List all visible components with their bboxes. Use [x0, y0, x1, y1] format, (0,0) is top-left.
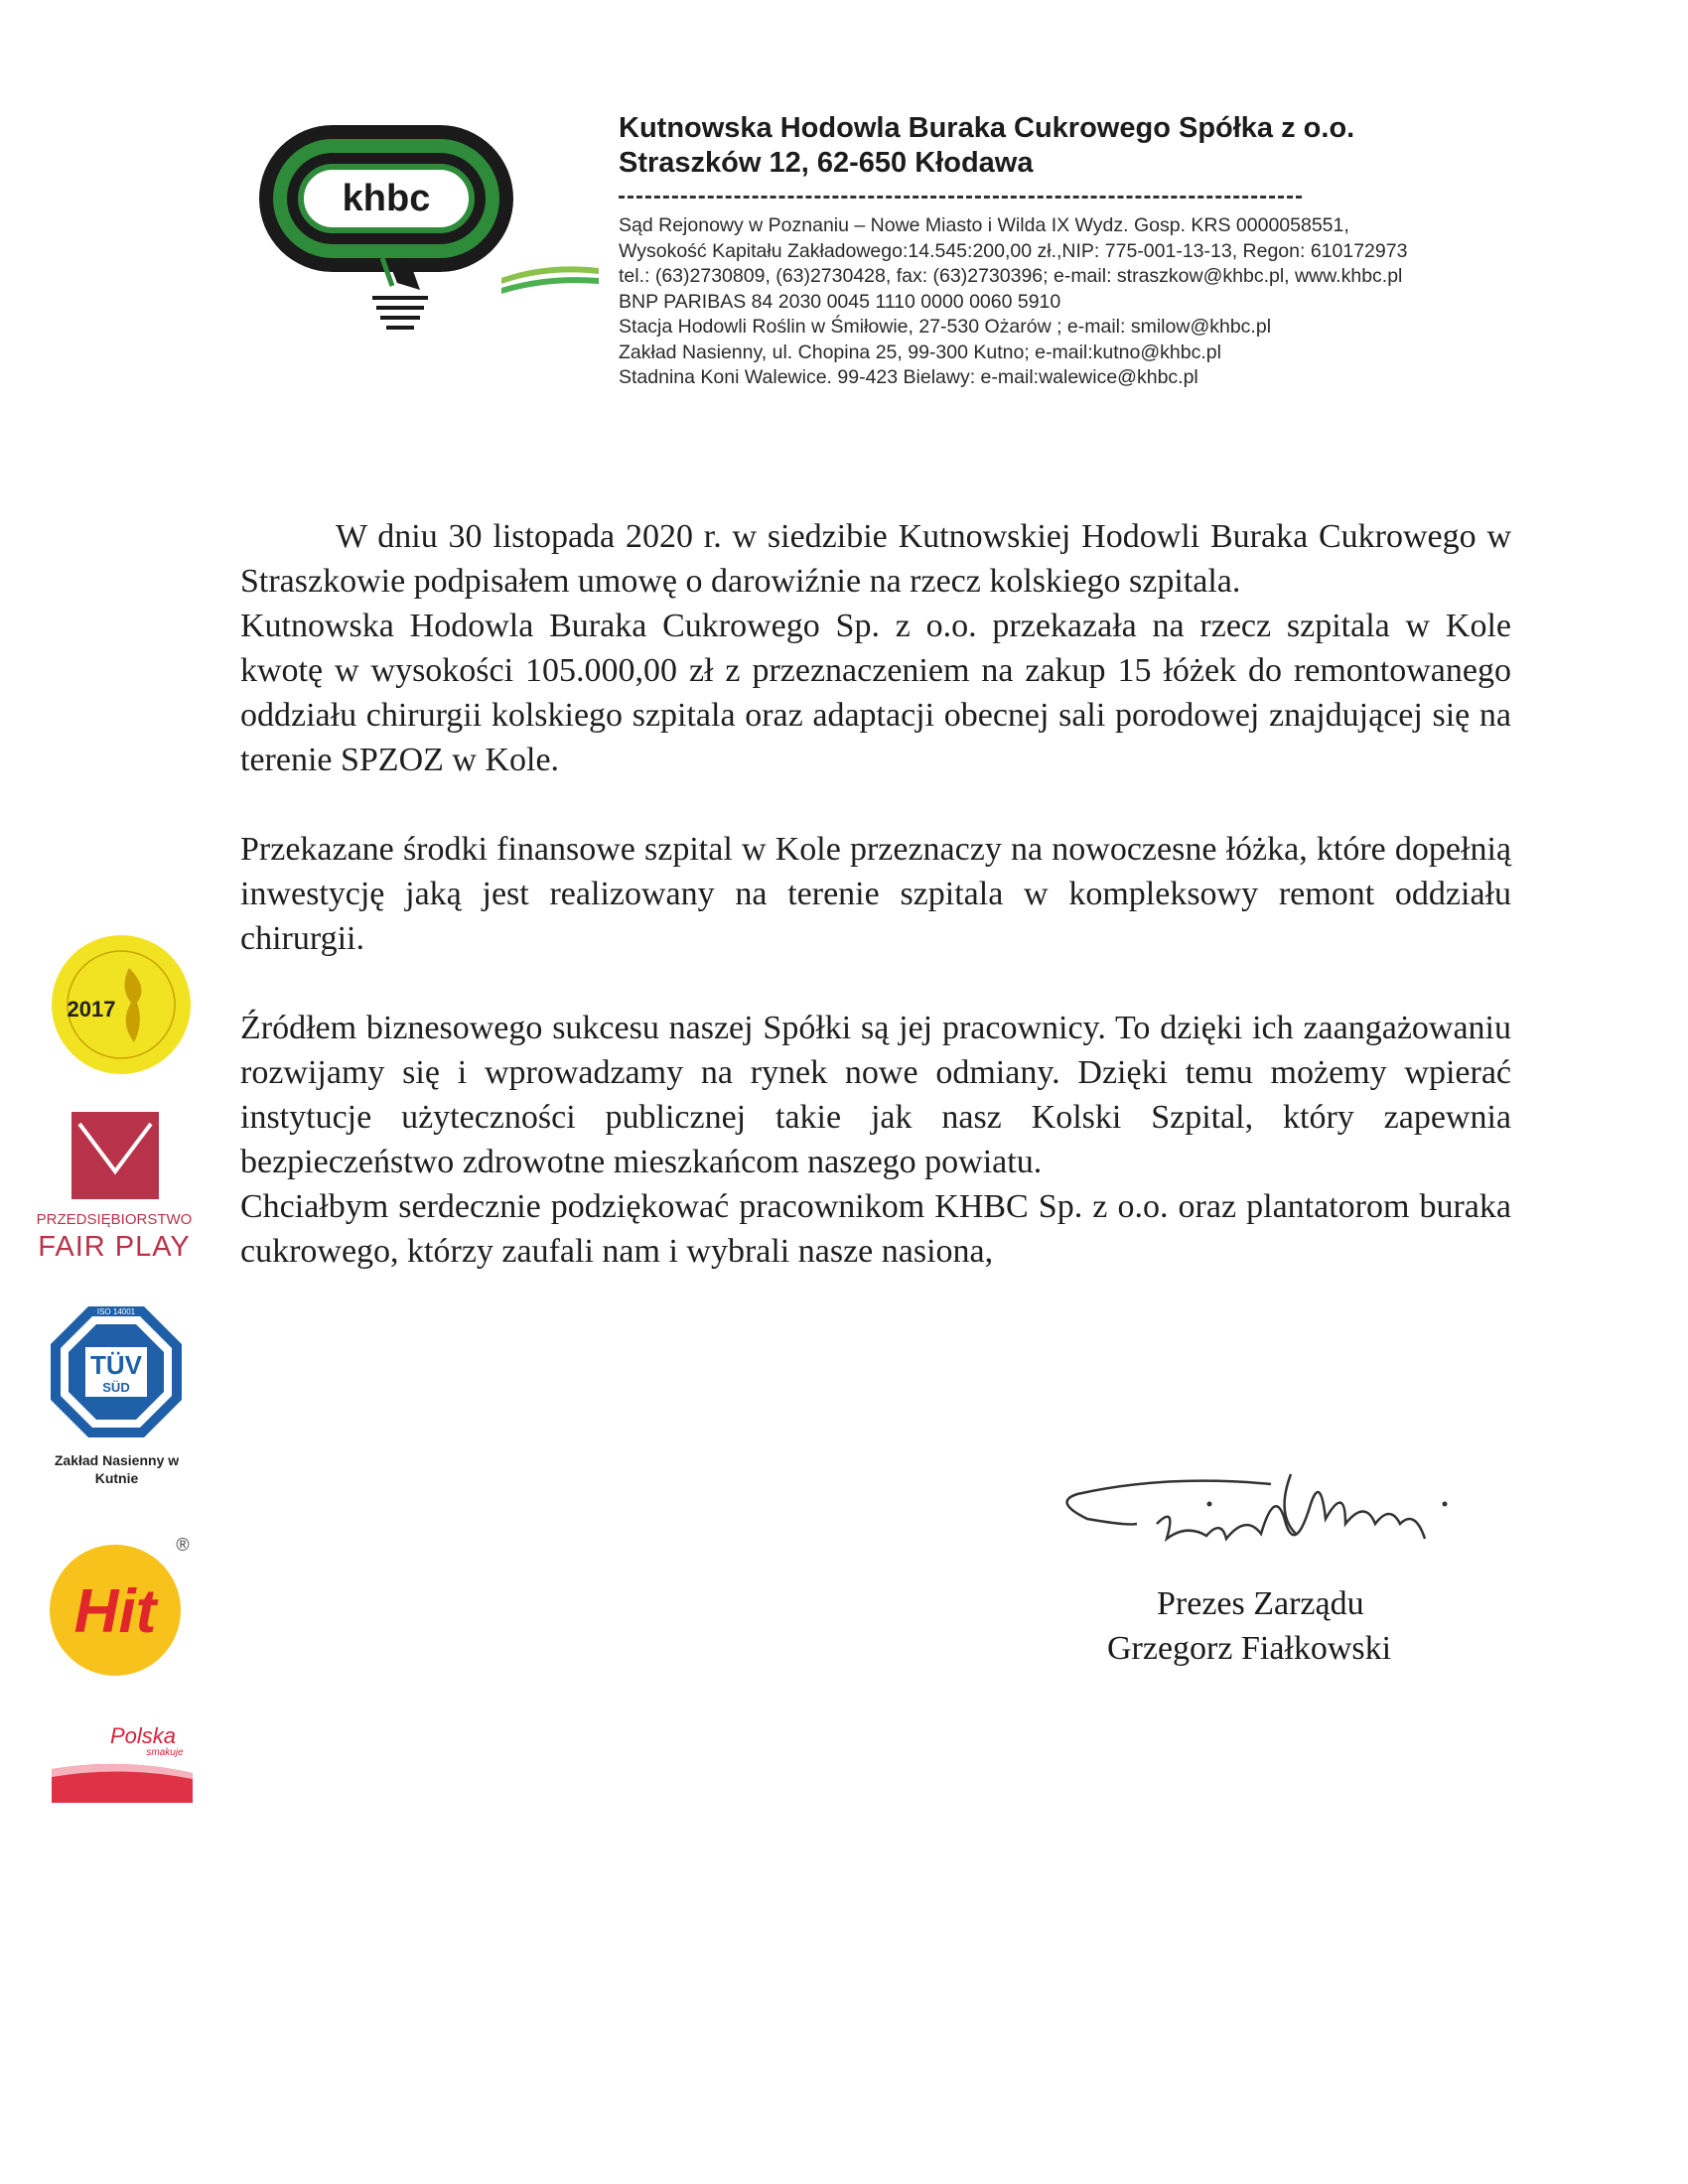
letter-paragraph: Przekazane środki finansowe szpital w Kole przeznaczy na nowoczesne łóżka, które dopełnią inwestycję jaką jest realizowany na terenie szpitala w kompleksowy remont oddziału chirurgii. [240, 831, 1511, 957]
details-line: BNP PARIBAS 84 2030 0045 1110 0000 0060 5910 [619, 290, 1061, 313]
letter-paragraph: Kutnowska Hodowla Buraka Cukrowego Sp. z o.o. przekazała na rzecz szpitala w Kole kwotę w wysokości 105.000,00 zł z przeznaczeniem na zakup 15 łóżek do remontowanego oddziału chirurgii kolskiego szpitala oraz adaptacji obecnej sali porodowej znajdującej się na terenie SPZOZ w Kole. [240, 608, 1511, 778]
details-line: Zakład Nasienny, ul. Chopina 25, 99-300 Kutno; e-mail:kutno@khbc.pl [619, 341, 1221, 363]
details-line: Sąd Rejonowy w Poznaniu – Nowe Miasto i Wilda IX Wydz. Gosp. KRS 0000058551, [619, 214, 1349, 236]
fairplay-title: FAIR PLAY [38, 1231, 191, 1263]
signatory-title: Prezes Zarządu [1157, 1585, 1364, 1622]
svg-text:Hit: Hit [73, 1577, 157, 1646]
signatory-name: Grzegorz Fiałkowski [1107, 1630, 1392, 1667]
hit-logo [48, 1529, 197, 1678]
svg-text:SÜD: SÜD [102, 1380, 130, 1395]
svg-text:TÜV: TÜV [90, 1350, 142, 1380]
handwritten-signature [1048, 1464, 1544, 1593]
polska-smakuje-logo [48, 1717, 197, 1807]
details-line: Wysokość Kapitału Zakładowego:14.545:200,00 zł.,NIP: 775-001-13-13, Regon: 610172973 [619, 239, 1408, 262]
award-badge-2017 [50, 933, 194, 1077]
header-divider [619, 196, 1302, 199]
company-address: Straszków 12, 62-650 Kłodawa [619, 147, 1034, 179]
svg-text:®: ® [176, 1535, 190, 1555]
svg-text:khbc: khbc [342, 178, 431, 219]
svg-text:Polska: Polska [109, 1723, 177, 1748]
svg-text:2017: 2017 [67, 997, 116, 1022]
letter-body [240, 514, 1511, 1274]
company-name: Kutnowska Hodowla Buraka Cukrowego Spółka z o.o. [619, 112, 1355, 144]
letter-paragraph: W dniu 30 listopada 2020 r. w siedzibie Kutnowskiej Hodowli Buraka Cukrowego w Straszkowie podpisałem umowę o darowiźnie na rzecz kolskiego szpitala. [240, 518, 1511, 600]
fairplay-caption: PRZEDSIĘBIORSTWO [36, 1211, 193, 1228]
khbc-logo [253, 119, 531, 333]
company-header [619, 111, 1354, 181]
svg-text:smakuje: smakuje [146, 1747, 184, 1758]
details-line: Stacja Hodowli Roślin w Śmiłowie, 27-530 Ożarów ; e-mail: smilow@khbc.pl [619, 316, 1272, 338]
svg-text:ISO 14001: ISO 14001 [96, 1307, 136, 1316]
fairplay-icon [71, 1112, 159, 1199]
tuv-certification-icon [47, 1302, 186, 1441]
letter-paragraph: Chciałbym serdecznie podziękować pracownikom KHBC Sp. z o.o. oraz plantatorom buraka cukrowego, którzy zaufali nam i wybrali nasze nasiona, [240, 1188, 1511, 1270]
details-line: tel.: (63)2730809, (63)2730428, fax: (63)2730396; e-mail: straszkow@khbc.pl, www.khbc.pl [619, 265, 1403, 287]
kowr-logo [492, 258, 603, 328]
details-line: Stadnina Koni Walewice. 99-423 Bielawy: e-mail:walewice@khbc.pl [619, 366, 1198, 388]
zaklad-caption: Zakład Nasienny w Kutnie [54, 1452, 180, 1486]
company-details [619, 213, 1407, 391]
letter-paragraph: Źródłem biznesowego sukcesu naszej Spółki są jej pracownicy. To dzięki ich zaangażowaniu rozwijamy się i wprowadzamy na rynek nowe odmiany. Dzięki temu możemy wpierać instytucje użyteczności publicznej takie jak nasz Kolski Szpital, który zapewnia bezpieczeństwo zdrowotne mieszkańcom naszego powiatu. [240, 1010, 1511, 1180]
